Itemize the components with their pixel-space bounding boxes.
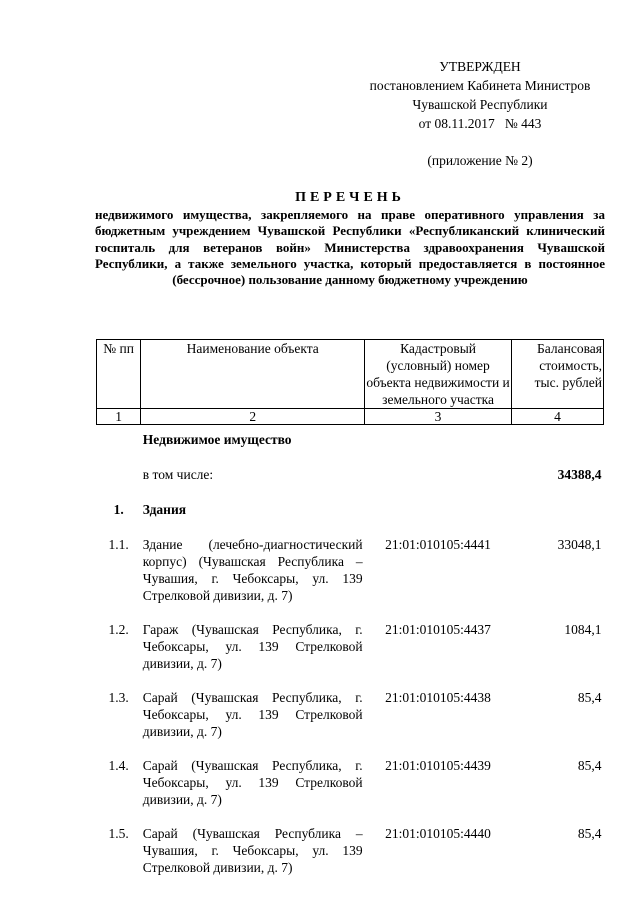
column-number: 4: [511, 409, 603, 425]
row-balance-value: 85,4: [577, 690, 602, 705]
row-number: 1.2.: [108, 622, 129, 637]
approval-stamp: [330, 57, 630, 170]
row-object-name: Сарай (Чувашская Республика, г. Чебоксары, ул. 139 Стрелковой дивизии, д. 7): [142, 758, 363, 807]
header-number: № пп: [97, 340, 141, 409]
approval-line-1: постановлением Кабинета Министров: [369, 78, 591, 93]
property-table: [96, 339, 604, 876]
column-number-row: [97, 409, 604, 425]
row-balance-value: 33048,1: [557, 537, 602, 552]
section-title: Недвижимое имущество: [142, 432, 292, 447]
row-object-name: Здание (лечебно-диагностический корпус) (Чувашская Республика – Чувашия, г. Чебоксары, ул. 139 Стрелковой дивизии, д. 7): [142, 537, 363, 603]
row-number: 1.1.: [108, 537, 129, 552]
row-cadastral-number: 21:01:010105:4439: [385, 758, 491, 773]
table-row: [97, 740, 604, 808]
header-balance-value: Балансовая стоимость, тыс. рублей: [511, 340, 603, 409]
table-row: [97, 604, 604, 672]
row-cadastral-number: 21:01:010105:4438: [385, 690, 491, 705]
row-balance-value: 85,4: [577, 758, 602, 773]
row-cadastral-number: 21:01:010105:4437: [385, 622, 491, 637]
approval-line-3: от 08.11.2017 № 443: [418, 116, 542, 131]
including-label: в том числе:: [142, 467, 214, 482]
document-subtitle: недвижимого имущества, закрепляемого на праве оперативного управления за бюджетным учреждением Чувашской Республики «Республиканский клинический госпиталь для ветеранов войн» Министерства здравоохранения Чувашской Республики, а также земельного участка, который предоставляется в постоянное (бессрочное) пользование данному бюджетному учреждению: [95, 207, 605, 288]
document-title-block: [95, 190, 605, 288]
approval-title: УТВЕРЖДЕН: [439, 59, 521, 74]
row-number: 1.3.: [108, 690, 129, 705]
row-number: 1.5.: [108, 826, 129, 841]
section-row: [97, 425, 604, 449]
row-cadastral-number: 21:01:010105:4440: [385, 826, 491, 841]
annex-label: (приложение № 2): [427, 153, 533, 168]
row-balance-value: 1084,1: [564, 622, 602, 637]
group-number: 1.: [113, 502, 124, 517]
table-row: [97, 808, 604, 876]
column-number: 1: [97, 409, 141, 425]
column-number: 3: [365, 409, 512, 425]
group-title: Здания: [142, 502, 187, 517]
including-row: [97, 448, 604, 483]
column-number: 2: [141, 409, 365, 425]
row-cadastral-number: 21:01:010105:4441: [385, 537, 491, 552]
row-object-name: Сарай (Чувашская Республика – Чувашия, г. Чебоксары, ул. 139 Стрелковой дивизии, д. 7): [142, 826, 363, 875]
header-object-name: Наименование объекта: [141, 340, 365, 409]
group-row: [97, 483, 604, 518]
document-heading: ПЕРЕЧЕНЬ: [295, 190, 405, 205]
table-header-row: [97, 340, 604, 409]
row-balance-value: 85,4: [577, 826, 602, 841]
row-object-name: Гараж (Чувашская Республика, г. Чебоксары, ул. 139 Стрелковой дивизии, д. 7): [142, 622, 363, 671]
row-object-name: Сарай (Чувашская Республика, г. Чебоксары, ул. 139 Стрелковой дивизии, д. 7): [142, 690, 363, 739]
row-number: 1.4.: [108, 758, 129, 773]
approval-line-2: Чувашской Республики: [412, 97, 548, 112]
header-cadastral-number: Кадастровый (условный) номер объекта недвижимости и земельного участка: [366, 341, 510, 407]
table-row: [97, 518, 604, 604]
table-row: [97, 672, 604, 740]
including-total: 34388,4: [557, 467, 602, 482]
